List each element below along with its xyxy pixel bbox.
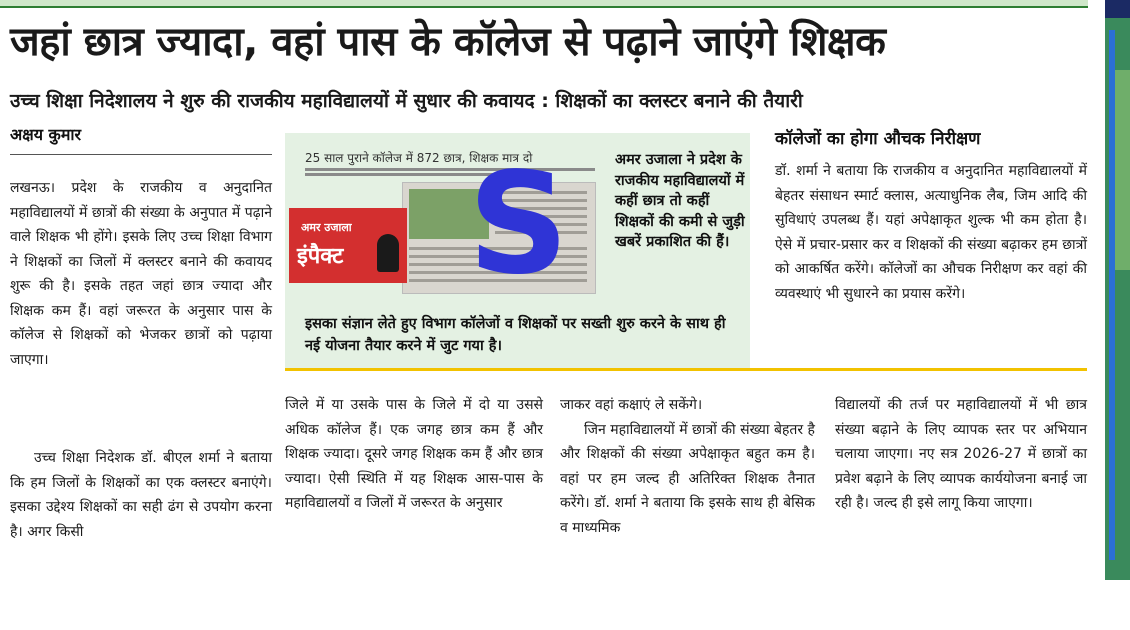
right-column-title: कॉलेजों का होगा औचक निरीक्षण: [775, 129, 981, 149]
column-1-paragraph-1: लखनऊ। प्रदेश के राजकीय व अनुदानित महाविद्यालयों में छात्रों की संख्या के अनुपात में पढ़ाने वाले शिक्षक भी होंगे। इसके लिए उच्च शिक्षा विभाग ने शिक्षकों का जिलों में क्लस्टर बनाने की कवायद शुरू की है। इसके तहत जहां छात्र ज्यादा और शिक्षक कम हैं। वहां जरूरत के अनुसार पास के कॉलेज से शिक्षकों को भेजकर छात्रों को पढ़ाया जाएगा।: [10, 180, 272, 368]
page-edge-image: [1115, 70, 1130, 270]
page-edge-cap: [1105, 0, 1130, 18]
article-column-3: [560, 393, 815, 540]
overlay-s-mark: S: [468, 143, 569, 306]
column-3-line-1: जाकर वहां कक्षाएं ले सकेंगे।: [560, 397, 703, 413]
article-column-1-continued: [10, 446, 272, 544]
adjacent-page-edge: [1105, 0, 1130, 580]
article-column-4: [835, 393, 1087, 516]
impact-bottom-text: इसका संज्ञान लेते हुए विभाग कॉलेजों व शिक्षकों पर सख्ती शुरु करने के साथ ही नई योजना तैयार करने में जुट गया है।: [305, 316, 726, 354]
top-rule: [0, 6, 1088, 8]
article-column-1: [10, 176, 272, 372]
column-2-text: जिले में या उसके पास के जिले में दो या उससे अधिक कॉलेज हैं। एक जगह छात्र कम हैं और शिक्षक ज्यादा। दूसरे जगह शिक्षक कम हैं और छात्र ज्यादा। ऐसी स्थिति में यह शिक्षक आस-पास के महाविद्यालयों व जिलों में जरूरत के अनुसार: [285, 397, 543, 511]
pen-nib-icon: [377, 234, 399, 272]
impact-side-text: अमर उजाला ने प्रदेश के राजकीय महाविद्यालयों में कहीं छात्र तो कहीं शिक्षकों की कमी से जुड़ी खबरें प्रकाशित की हैं।: [615, 152, 745, 250]
logo-main-text: इंपैक्ट: [297, 244, 344, 269]
column-1-paragraph-2: उच्च शिक्षा निदेशक डॉ. बीएल शर्मा ने बताया कि हम जिलों के शिक्षकों का एक क्लस्टर बनाएंगे। इसका उद्देश्य शिक्षकों का सही ढंग से उपयोग करना है। अगर किसी: [10, 450, 272, 540]
byline-rule: [10, 154, 272, 155]
section-divider: [285, 368, 1087, 371]
amar-ujala-impact-logo: [289, 208, 407, 283]
right-column: [775, 159, 1087, 306]
logo-top-text: अमर उजाला: [301, 221, 352, 234]
column-3-paragraph: जिन महाविद्यालयों में छात्रों की संख्या बेहतर है और शिक्षकों की संख्या अपेक्षाकृत बहुत कम है। वहां पर हम जल्द ही अतिरिक्त शिक्षक तैनात करेंगे। डॉ. शर्मा ने बताया कि इसके साथ ही बेसिक व माध्यमिक: [560, 421, 815, 536]
column-4-text: विद्यालयों की तर्ज पर महाविद्यालयों में भी छात्र संख्या बढ़ाने के लिए व्यापक स्तर पर अभियान चलाया जाएगा। नए सत्र 2026-27 में छात्रों का प्रवेश बढ़ाने के लिए व्यापक कार्ययोजना बनाई जा रही है। जल्द ही इसे लागू किया जाएगा।: [835, 397, 1087, 511]
right-column-text: डॉ. शर्मा ने बताया कि राजकीय व अनुदानित महाविद्यालयों में बेहतर संसाधन स्मार्ट क्लास, अत्याधुनिक लैब, जिम आदि की सुविधाएं उपलब्ध हैं। यहां अपेक्षाकृत शुल्क भी कम होता है। ऐसे में प्रचार-प्रसार कर व शिक्षकों की संख्या बढ़ाकर हम छात्रों को आकर्षित करेंगे। कॉलेजों का औचक निरीक्षण कर वहां की व्यवस्थाएं भी सुधारने का प्रयास करेंगे।: [775, 163, 1087, 302]
byline: अक्षय कुमार: [10, 125, 82, 144]
subheadline: उच्च शिक्षा निदेशालय ने शुरु की राजकीय महाविद्यालयों में सुधार की कवायद : शिक्षकों का क्लस्टर बनाने की तैयारी: [10, 90, 803, 112]
article-column-2: [285, 393, 543, 516]
headline: जहां छात्र ज्यादा, वहां पास के कॉलेज से पढ़ाने जाएंगे शिक्षक: [10, 19, 886, 65]
clipping-headline: 25 साल पुराने कॉलेज में 872 छात्र, शिक्षक मात्र दो: [305, 151, 533, 165]
